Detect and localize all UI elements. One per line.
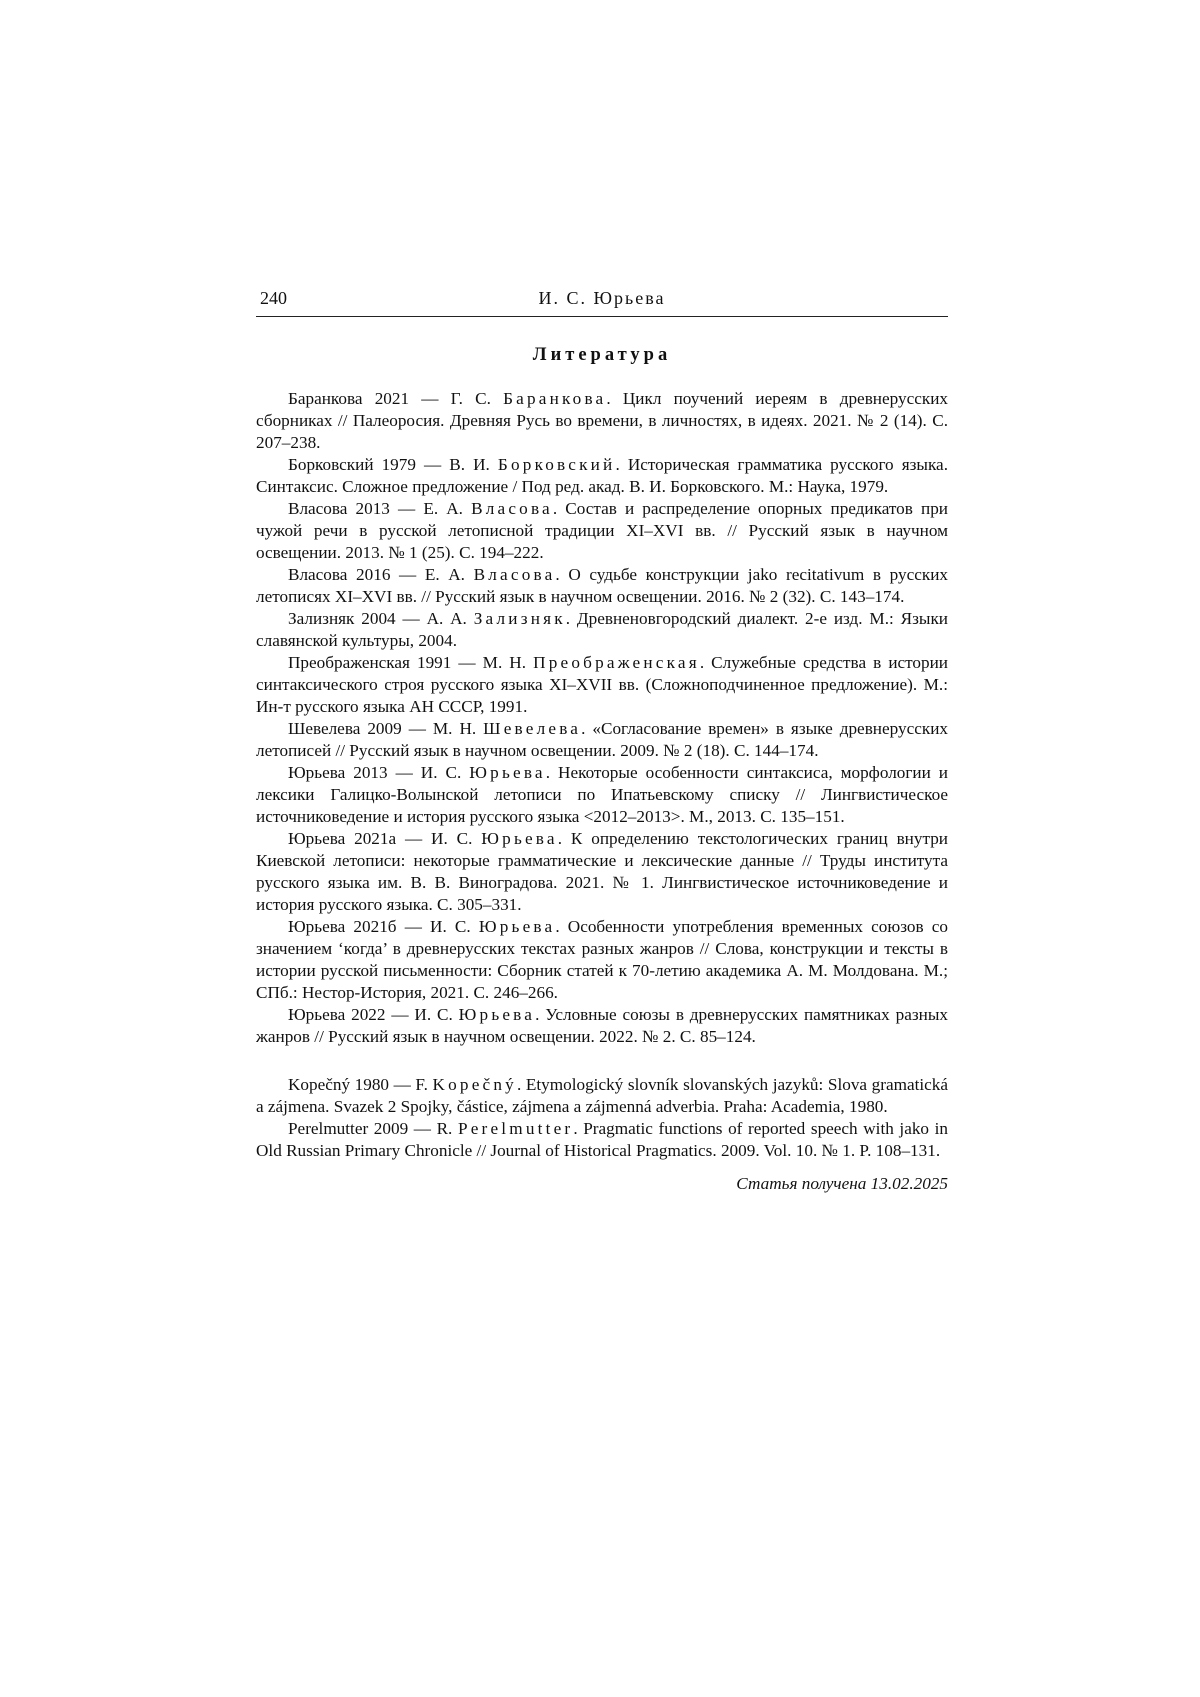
reference-key: Юрьева 2022 — И. С. — [288, 1005, 459, 1024]
reference-text: . Историческая грамматика русского языка. Синтаксис. Сложное предложение / Под ред. акад. В. И. Борковского. М.: Наука, 1979. — [256, 455, 948, 496]
reference-author: Perelmutter — [457, 1119, 574, 1138]
reference-entry — [256, 608, 948, 652]
reference-key: Преображенская 1991 — М. Н. — [288, 653, 534, 672]
reference-author: Власова — [471, 499, 553, 518]
reference-text: . Условные союзы в древнерусских памятниках разных жанров // Русский язык в научном освещении. 2022. № 2. С. 85–124. — [256, 1005, 949, 1046]
reference-entry — [256, 1074, 948, 1118]
reference-text: . О судьбе конструкции jako recitativum в русских летописях XI–XVI вв. // Русский язык в научном освещении. 2016. № 2 (32). С. 143–174. — [256, 565, 948, 606]
reference-entry — [256, 916, 948, 1004]
reference-author: Юрьева — [469, 763, 546, 782]
section-gap — [256, 1048, 948, 1074]
reference-entry — [256, 1118, 948, 1162]
reference-key: Юрьева 2013 — И. С. — [288, 763, 470, 782]
reference-text: . К определению текстологических границ внутри Киевской летописи: некоторые грамматические и лексические данные // Труды института русского языка им. В. В. Виноградова. 2021. № 1. Лингвистическое источниковедение и история русского языка. С. 305–331. — [256, 829, 948, 914]
reference-key: Kopečný 1980 — F. — [288, 1075, 433, 1094]
reference-entry — [256, 828, 948, 916]
reference-key: Зализняк 2004 — А. А. — [288, 609, 474, 628]
reference-text: . Служебные средства в истории синтаксического строя русского языка XI–XVII вв. (Сложноподчиненное предложение). М.: Ин-т русского языка АН СССР, 1991. — [256, 653, 949, 716]
reference-author: Зализняк — [473, 609, 566, 628]
reference-text: . «Согласование времен» в языке древнерусских летописей // Русский язык в научном освещении. 2009. № 2 (18). С. 144–174. — [256, 719, 948, 760]
reference-entry — [256, 762, 948, 828]
journal-page — [256, 282, 948, 1195]
reference-entry — [256, 564, 948, 608]
reference-text: . Etymologický slovník slovanských jazyků: Slova gramatická a zájmena. Svazek 2 Spojky, částice, zájmena a zájmenná adverbia. Praha: Academia, 1980. — [256, 1075, 948, 1116]
reference-list-cyrillic — [256, 388, 948, 1048]
reference-key: Юрьева 2021б — И. С. — [288, 917, 479, 936]
reference-text: . Особенности употребления временных союзов со значением ‘когда’ в древнерусских текстах разных жанров // Слова, конструкции и тексты в истории русской письменности: Сборник статей к 70-летию академика А. М. Молдована. М.; СПб.: Нестор-История, 2021. С. 246–266. — [256, 917, 948, 1002]
reference-key: Борковский 1979 — В. И. — [288, 455, 498, 474]
reference-entry — [256, 498, 948, 564]
reference-key: Баранкова 2021 — Г. С. — [288, 389, 504, 408]
reference-author: Баранкова — [503, 389, 607, 408]
reference-text: . Цикл поучений иереям в древнерусских сборниках // Палеоросия. Древняя Русь во времени, в личностях, в идеях. 2021. № 2 (14). С. 207–238. — [256, 389, 948, 452]
reference-author: Юрьева — [481, 829, 558, 848]
reference-entry — [256, 718, 948, 762]
running-head-author: И. С. Юрьева — [538, 288, 666, 308]
reference-list-latin — [256, 1074, 948, 1162]
reference-key: Власова 2016 — Е. А. — [288, 565, 474, 584]
reference-author: Kopečný — [432, 1075, 517, 1094]
reference-author: Борковский — [497, 455, 616, 474]
reference-entry — [256, 1004, 948, 1048]
page-number: 240 — [260, 288, 287, 308]
reference-key: Шевелева 2009 — М. Н. — [288, 719, 484, 738]
reference-entry — [256, 454, 948, 498]
reference-key: Власова 2013 — Е. А. — [288, 499, 472, 518]
reference-author: Юрьева — [478, 917, 556, 936]
reference-author: Преображенская — [533, 653, 700, 672]
reference-text: . Состав и распределение опорных предикатов при чужой речи в русской летописной традиции XI–XVI вв. // Русский язык в научном освещении. 2013. № 1 (25). С. 194–222. — [256, 499, 949, 562]
reference-key: Юрьева 2021а — И. С. — [288, 829, 482, 848]
section-title: Литература — [532, 345, 672, 365]
reference-entry — [256, 652, 948, 718]
reference-text: . Древненовгородский диалект. 2-е изд. М.: Языки славянской культуры, 2004. — [256, 609, 949, 650]
reference-entry — [256, 388, 948, 454]
reference-text: . Pragmatic functions of reported speech with jako in Old Russian Primary Chronicle // Journal of Historical Pragmatics. 2009. Vol. 10. № 1. P. 108–131. — [256, 1119, 948, 1160]
reference-text: . Некоторые особенности синтаксиса, морфологии и лексики Галицко-Волынской летописи по Ипатьевскому списку // Лингвистическое источниковедение и история русского языка <2012–2013>. М., 2013. С. 135–151. — [256, 763, 949, 826]
running-head — [256, 282, 948, 317]
received-date-note: Статья получена 13.02.2025 — [736, 1174, 948, 1193]
reference-key: Perelmutter 2009 — R. — [288, 1119, 458, 1138]
reference-author: Шевелева — [483, 719, 582, 738]
reference-author: Юрьева — [458, 1005, 536, 1024]
reference-author: Власова — [473, 565, 556, 584]
